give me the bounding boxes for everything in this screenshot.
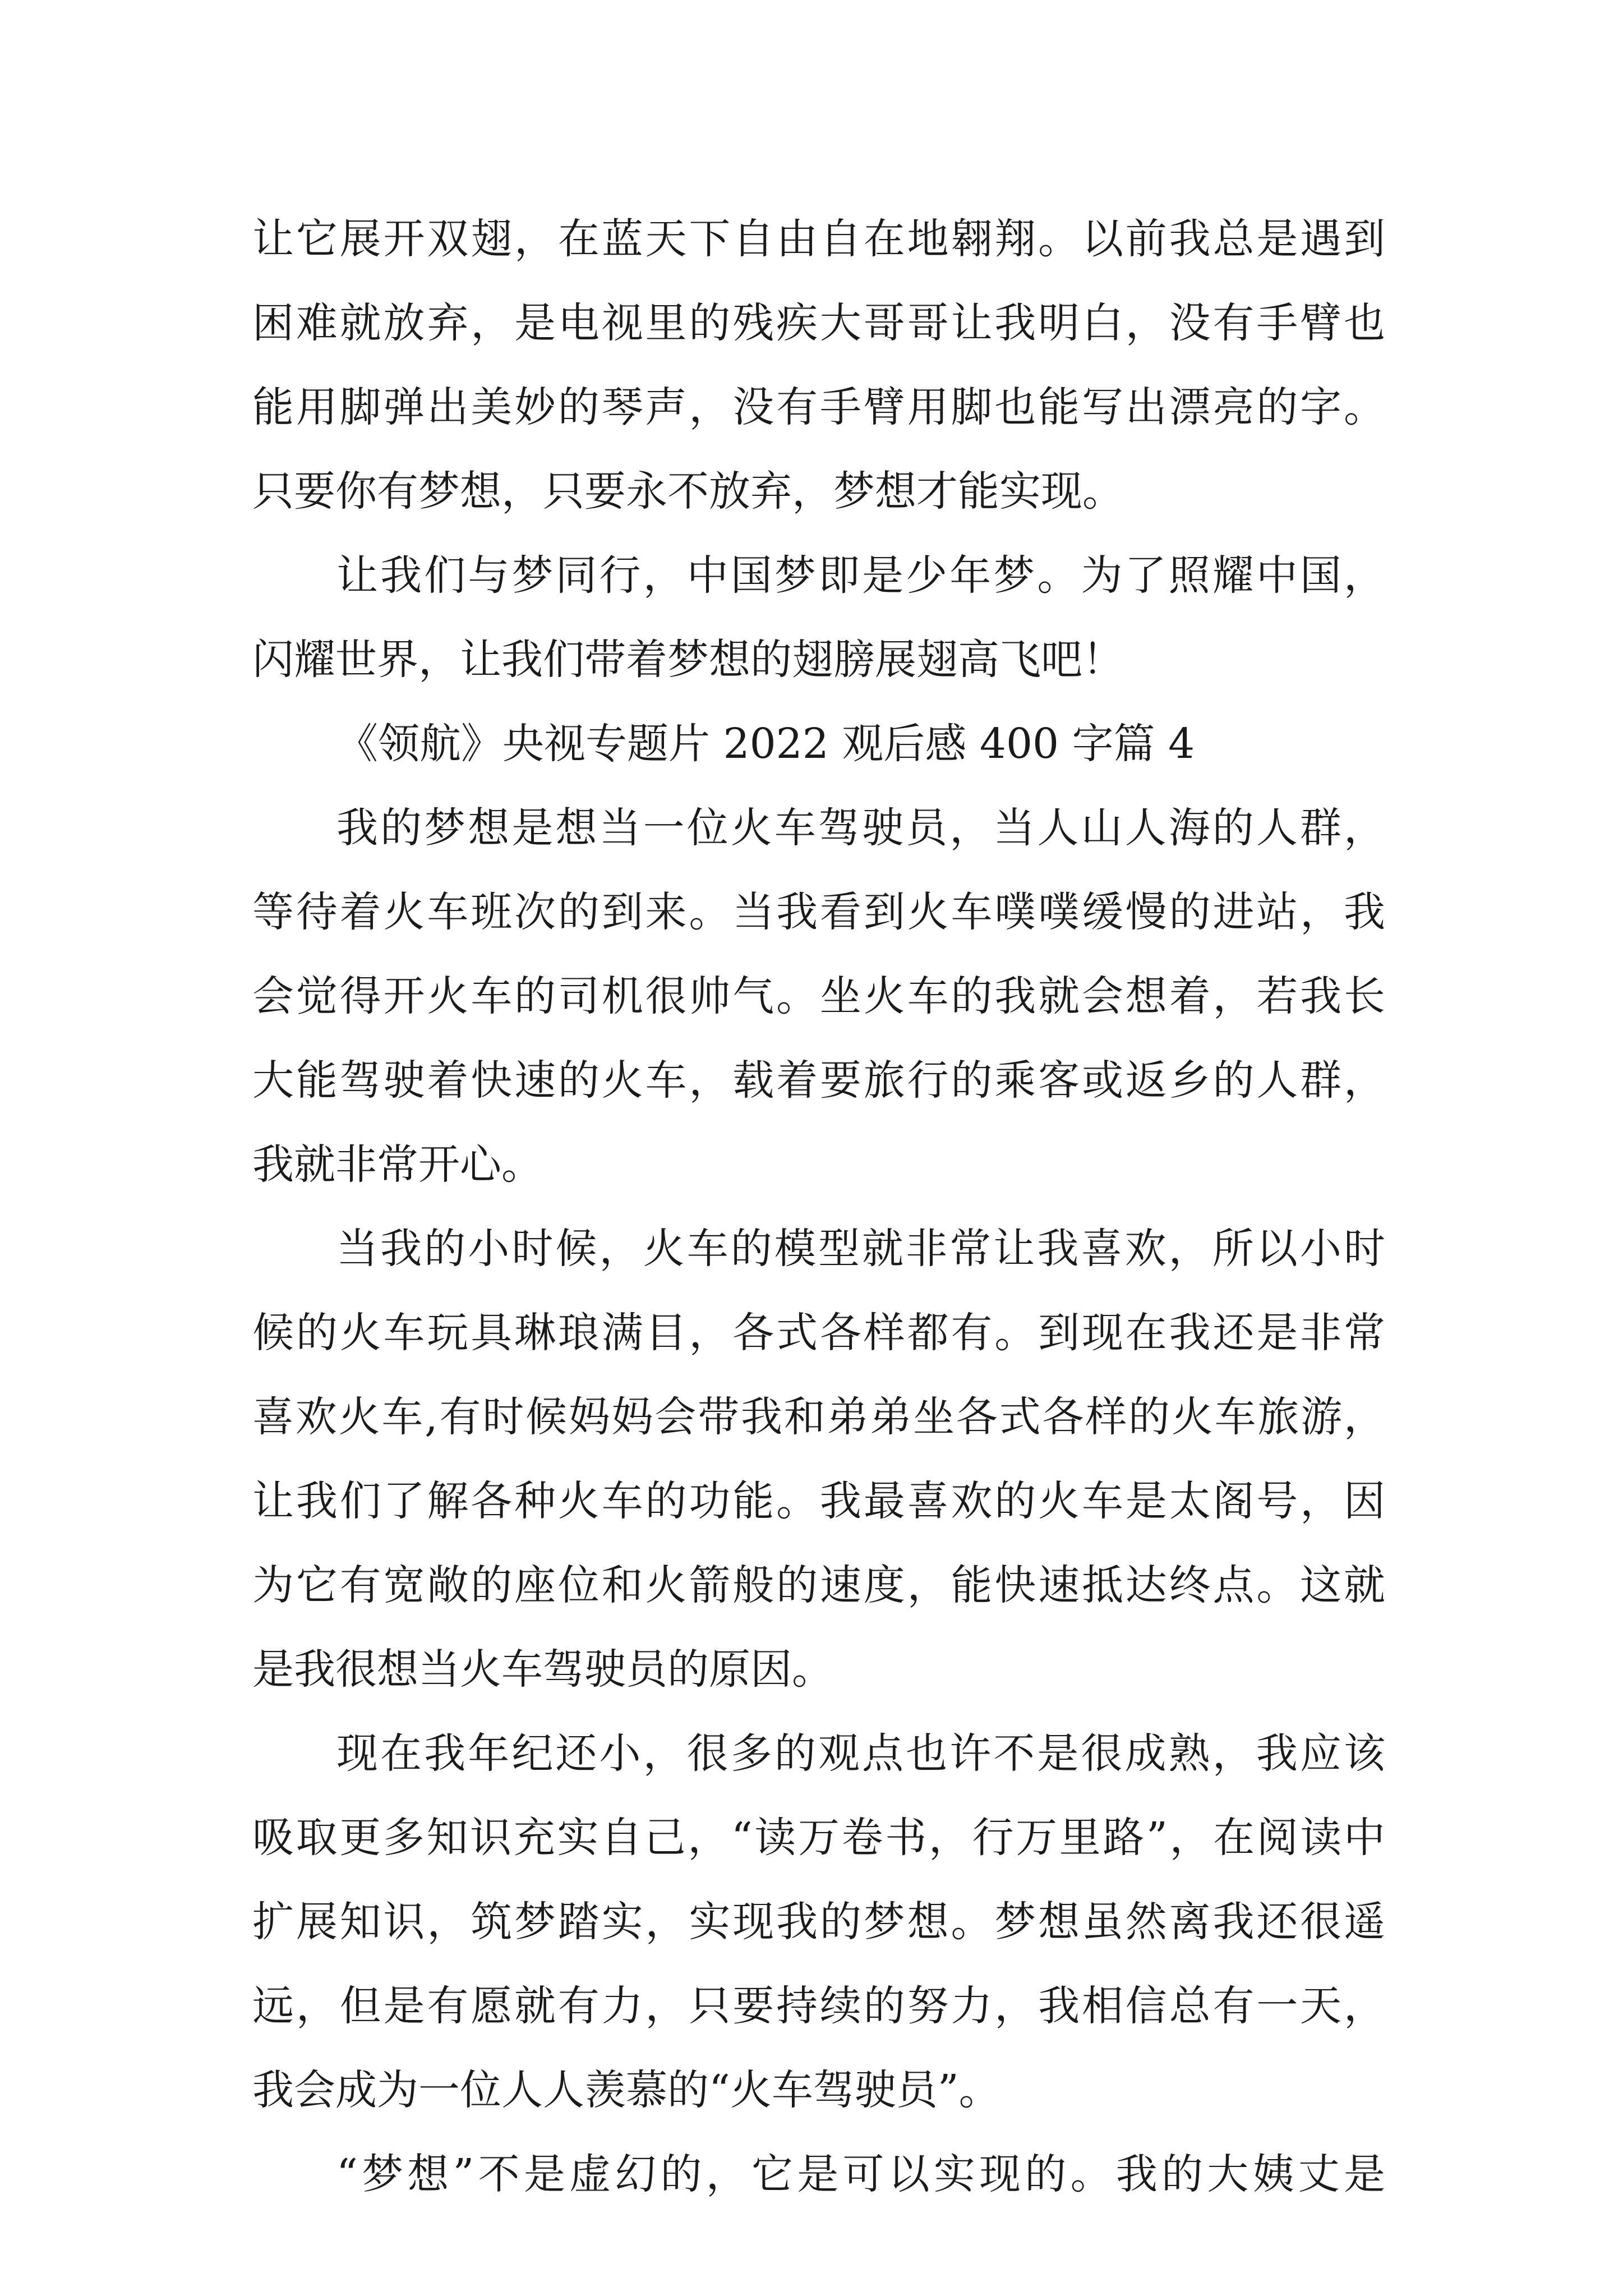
- paragraph-3-line-1: 我的梦想是想当一位火车驾驶员，当人山人海的人群，: [336, 804, 1385, 852]
- paragraph-5-line-3: 扩展知识，筑梦踏实，实现我的梦想。梦想虽然离我还很遥: [252, 1898, 1385, 1946]
- paragraph-2-line-1: 让我们与梦同行，中国梦即是少年梦。为了照耀中国，: [336, 551, 1385, 600]
- paragraph-1-line-3: 能用脚弹出美妙的琴声，没有手臂用脚也能写出漂亮的字。: [252, 383, 1385, 431]
- paragraph-2-line-2: 闪耀世界，让我们带着梦想的翅膀展翅高飞吧！: [252, 636, 1124, 684]
- paragraph-3-line-2: 等待着火车班次的到来。当我看到火车噗噗缓慢的进站，我: [252, 888, 1385, 936]
- paragraph-4-line-6: 是我很想当火车驾驶员的原因。: [252, 1645, 833, 1694]
- paragraph-1-line-4: 只要你有梦想，只要永不放弃，梦想才能实现。: [252, 467, 1124, 516]
- paragraph-3-line-3: 会觉得开火车的司机很帅气。坐火车的我就会想着，若我长: [252, 972, 1385, 1020]
- paragraph-3-line-4: 大能驾驶着快速的火车，载着要旅行的乘客或返乡的人群，: [252, 1056, 1385, 1105]
- paragraph-3-line-5: 我就非常开心。: [252, 1140, 543, 1189]
- paragraph-4-line-4: 让我们了解各种火车的功能。我最喜欢的火车是太阁号，因: [252, 1477, 1385, 1525]
- paragraph-1-line-2: 困难就放弃，是电视里的残疾大哥哥让我明白，没有手臂也: [252, 299, 1385, 347]
- paragraph-5-line-5: 我会成为一位人人羡慕的“火车驾驶员”。: [252, 2066, 1000, 2114]
- paragraph-1-line-1: 让它展开双翅，在蓝天下自由自在地翱翔。以前我总是遇到: [252, 215, 1385, 263]
- paragraph-6-line-1: “梦想”不是虚幻的，它是可以实现的。我的大姨丈是: [336, 2150, 1385, 2198]
- paragraph-4-line-1: 当我的小时候，火车的模型就非常让我喜欢，所以小时: [336, 1225, 1385, 1273]
- paragraph-4-line-3: 喜欢火车,有时候妈妈会带我和弟弟坐各式各样的火车旅游，: [252, 1393, 1385, 1441]
- section-heading: 《领航》央视专题片 2022 观后感 400 字篇 4: [336, 720, 1195, 768]
- paragraph-4-line-5: 为它有宽敞的座位和火箭般的速度，能快速抵达终点。这就: [252, 1561, 1385, 1609]
- paragraph-5-line-1: 现在我年纪还小，很多的观点也许不是很成熟，我应该: [336, 1729, 1385, 1778]
- paragraph-4-line-2: 候的火车玩具琳琅满目，各式各样都有。到现在我还是非常: [252, 1309, 1385, 1357]
- paragraph-5-line-2: 吸取更多知识充实自己，“读万卷书，行万里路”，在阅读中: [252, 1814, 1385, 1862]
- paragraph-5-line-4: 远，但是有愿就有力，只要持续的努力，我相信总有一天，: [252, 1982, 1385, 2030]
